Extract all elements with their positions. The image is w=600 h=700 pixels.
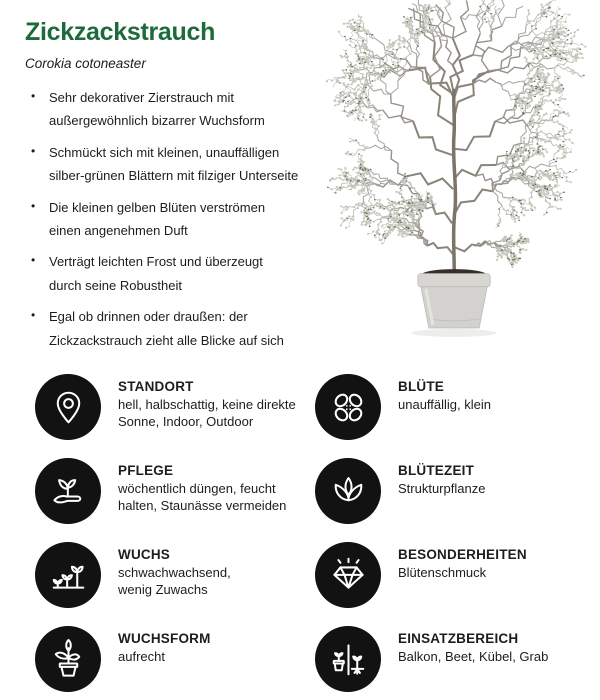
feature-label: BLÜTEZEIT (398, 463, 475, 478)
feature-standort (35, 374, 315, 458)
bullet-item: • Sehr dekorativer Zierstrauch mit außergewöhnlich bizarrer Wuchsform (30, 86, 330, 133)
feature-label: STANDORT (118, 379, 194, 394)
bullet-item: • Die kleinen gelben Blüten verströmen einen angenehmen Duft (30, 196, 330, 243)
scientific-name: Corokia cotoneaster (25, 56, 146, 71)
feature-wuchs (35, 542, 315, 626)
feature-besonderheiten (315, 542, 580, 626)
bullet-marker: • (31, 253, 36, 268)
location-pin-icon (35, 374, 101, 440)
potted-plant-icon (35, 626, 101, 692)
bullet-list (30, 86, 330, 360)
feature-einsatzbereich (315, 626, 580, 700)
feature-description: wöchentlich düngen, feucht halten, Staunässe vermeiden (118, 481, 287, 514)
feature-description: aufrecht (118, 649, 165, 664)
feature-label: BLÜTE (398, 379, 444, 394)
feature-label: WUCHSFORM (118, 631, 211, 646)
zigzag-shrub-illustration (303, 0, 595, 340)
feature-label: BESONDERHEITEN (398, 547, 527, 562)
pot-and-ground-icon (315, 626, 381, 692)
feature-label: EINSATZBEREICH (398, 631, 519, 646)
page-title: Zickzackstrauch (25, 18, 216, 46)
diamond-icon (315, 542, 381, 608)
bullet-marker: • (31, 198, 36, 213)
bullet-item: • Verträgt leichten Frost und überzeugt durch seine Robustheit (30, 250, 330, 297)
bullet-marker: • (31, 308, 36, 323)
header (25, 18, 215, 71)
bullet-marker: • (31, 143, 36, 158)
feature-description: schwachwachsend, wenig Zuwachs (118, 565, 231, 598)
feature-bluetezeit (315, 458, 580, 542)
feature-bluete (315, 374, 580, 458)
feature-wuchsform (35, 626, 315, 700)
bullet-item: • Egal ob drinnen oder draußen: der Zickzackstrauch zieht alle Blicke auf sich (30, 305, 330, 352)
feature-label: PFLEGE (118, 463, 174, 478)
feature-description: Balkon, Beet, Kübel, Grab (398, 649, 549, 664)
features-grid (35, 374, 580, 700)
plant-photo (303, 0, 595, 340)
bullet-item: • Schmückt sich mit kleinen, unauffälligen silber-grünen Blättern mit filziger Unterseite (30, 141, 330, 188)
feature-description: Strukturpflanze (398, 481, 486, 496)
feature-description: Blütenschmuck (398, 565, 487, 580)
feature-pflege (35, 458, 315, 542)
feature-description: unauffällig, klein (398, 397, 491, 412)
feature-description: hell, halbschattig, keine direkte Sonne, Indoor, Outdoor (118, 397, 296, 430)
lotus-icon (315, 458, 381, 524)
hand-sprout-icon (35, 458, 101, 524)
flower-icon (315, 374, 381, 440)
bullet-marker: • (31, 89, 36, 103)
feature-label: WUCHS (118, 547, 170, 562)
growth-stages-icon (35, 542, 101, 608)
